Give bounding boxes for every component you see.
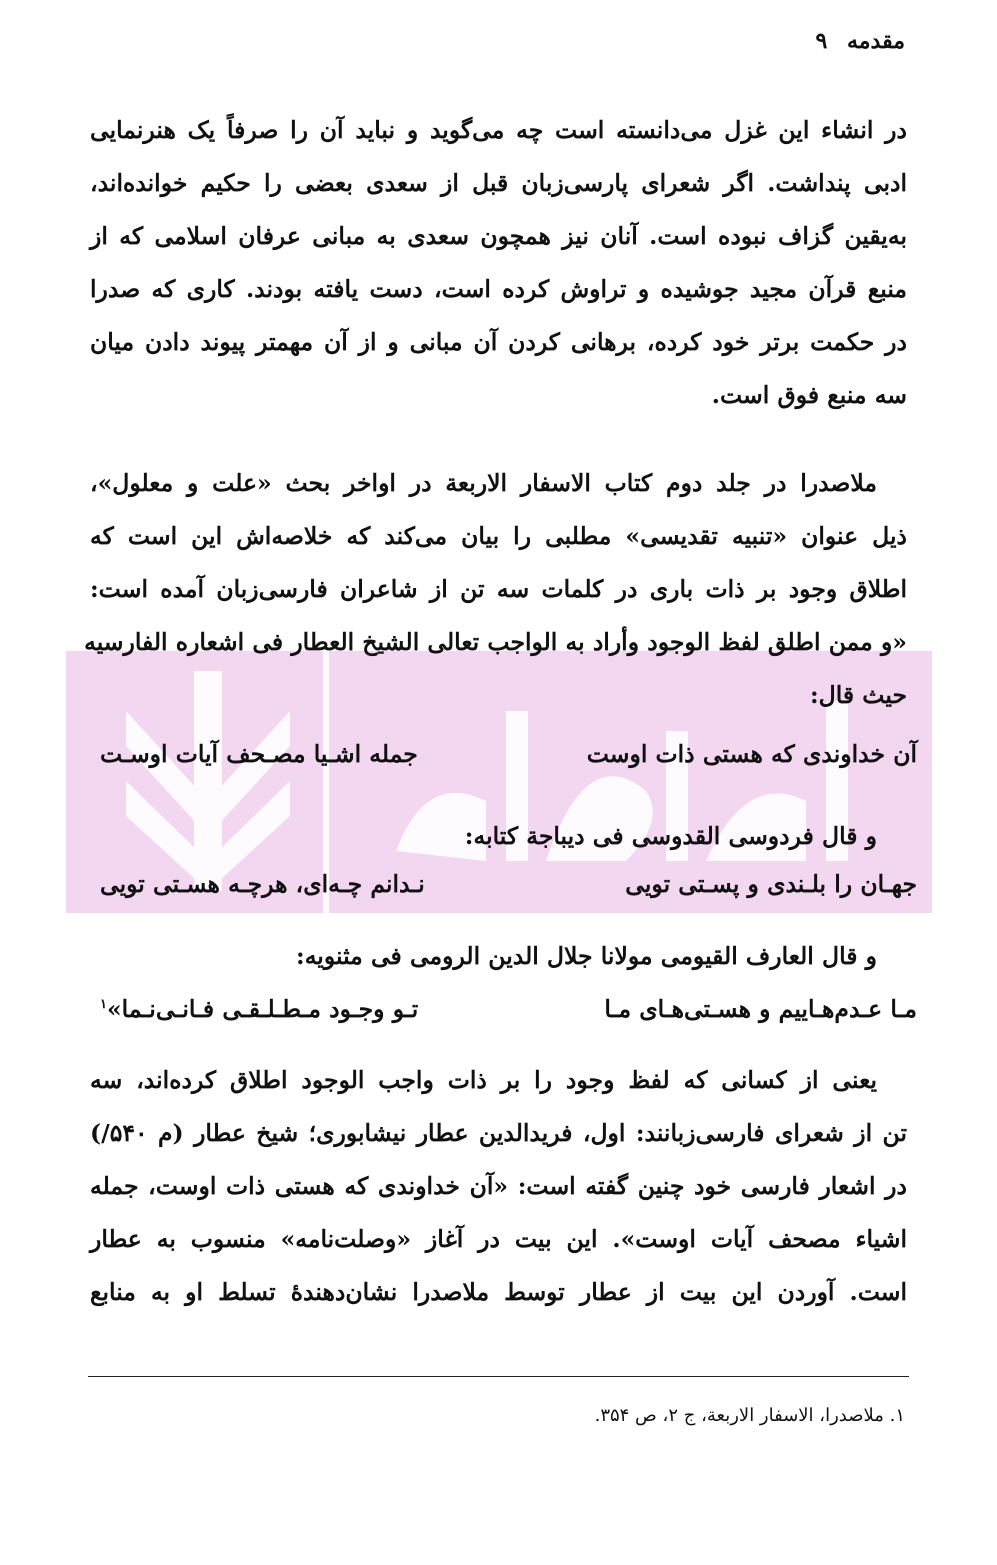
paragraph-3 <box>90 1054 907 1319</box>
text-line: حیث قال: <box>809 681 907 709</box>
text-line: ملاصدرا در جلد دوم کتاب الاسفار الاربعة در اواخر بحث «علت و معلول»، <box>90 469 877 497</box>
footnote-divider <box>88 1376 909 1377</box>
text-line: یعنی از کسانی که لفظ وجود را بر ذات واجب الوجود اطلاق کرده‌اند، سه <box>90 1066 877 1094</box>
verse-attar <box>100 740 917 768</box>
text-line: سه منبع فوق است. <box>711 381 907 409</box>
verse-hemistich-right: جهـان را بلـندی و پسـتی تویی <box>625 870 917 898</box>
text-line: به‌یقین گزاف نبوده است. آنان نیز همچون سعدی به مبانی عرفان اسلامی که از <box>90 222 907 250</box>
header-title: مقدمه <box>846 28 905 54</box>
verse-hemistich-left: جمله اشـیا مصـحف آیات اوسـت <box>100 740 418 768</box>
text-line: در اشعار فارسی خود چنین گفته است: «آن خداوندی که هستی ذات اوست، جمله <box>90 1172 907 1200</box>
text-line: «و ممن اطلق لفظ الوجود وأراد به الواجب تعالی الشیخ العطار فی اشعاره الفارسیه <box>84 628 907 656</box>
text-line: تن از شعرای فارسی‌زبانند: اول، فریدالدین عطار نیشابوری؛ شیخ عطار (م ۵۴۰/) <box>90 1119 907 1147</box>
verse-rumi <box>100 995 917 1023</box>
footnote-marker: ۱ <box>100 997 107 1013</box>
verse-hemistich-left <box>100 995 418 1023</box>
ferdowsi-intro <box>90 810 907 863</box>
text-line: اشیاء مصحف آیات اوست». این بیت در آغاز «وصلت‌نامه» منسوب به عطار <box>90 1225 907 1253</box>
text-line: و قال فردوسی القدوسی فی دیباجة کتابه: <box>464 822 877 850</box>
footnote-text: ۱. ملاصدرا، الاسفار الاربعة، ج ۲، ص ۳۵۴. <box>594 1405 905 1426</box>
paragraph-1 <box>90 104 907 422</box>
text-line: و قال العارف القیومی مولانا جلال الدین الرومی فی مثنویه: <box>296 942 877 970</box>
page-number: ۹ <box>815 28 828 54</box>
verse-ferdowsi <box>100 870 917 898</box>
page-header <box>803 28 905 54</box>
rumi-intro <box>90 930 907 983</box>
verse-hemistich-right: مـا عـدم‌هـاییم و هسـتی‌هـای مـا <box>604 995 917 1023</box>
text-line: در حکمت برتر خود کرده، برهانی کردن آن مبانی و از آن مهمتر پیوند دادن میان <box>90 328 907 356</box>
text-line: ذیل عنوان «تنبیه تقدیسی» مطلبی را بیان می‌کند که خلاصه‌اش این است که <box>90 522 907 550</box>
text-line: ادبی پنداشت. اگر شعرای پارسی‌زبان قبل از سعدی بعضی را حکیم خوانده‌اند، <box>90 169 907 197</box>
text-line: در انشاء این غزل می‌دانسته است چه می‌گوید و نباید آن را صرفاً یک هنرنمایی <box>90 116 907 144</box>
verse-hemistich-left-text: تـو وجـود مـطـلـقـی فـانـی‌نـما» <box>106 995 419 1023</box>
text-line: اطلاق وجود بر ذات باری در کلمات سه تن از شاعران فارسی‌زبان آمده است: <box>90 575 907 603</box>
text-line: است. آوردن این بیت از عطار توسط ملاصدرا نشان‌دهندهٔ تسلط او به منابع <box>90 1278 907 1306</box>
verse-hemistich-left: نـدانم چـه‌ای، هرچـه هسـتی تویی <box>100 870 425 898</box>
paragraph-2 <box>84 457 907 722</box>
verse-hemistich-right: آن خداوندی که هستی ذات اوست <box>586 740 917 768</box>
text-line: منبع قرآن مجید جوشیده و تراوش کرده است، دست یافته بودند. کاری که صدرا <box>90 275 907 303</box>
